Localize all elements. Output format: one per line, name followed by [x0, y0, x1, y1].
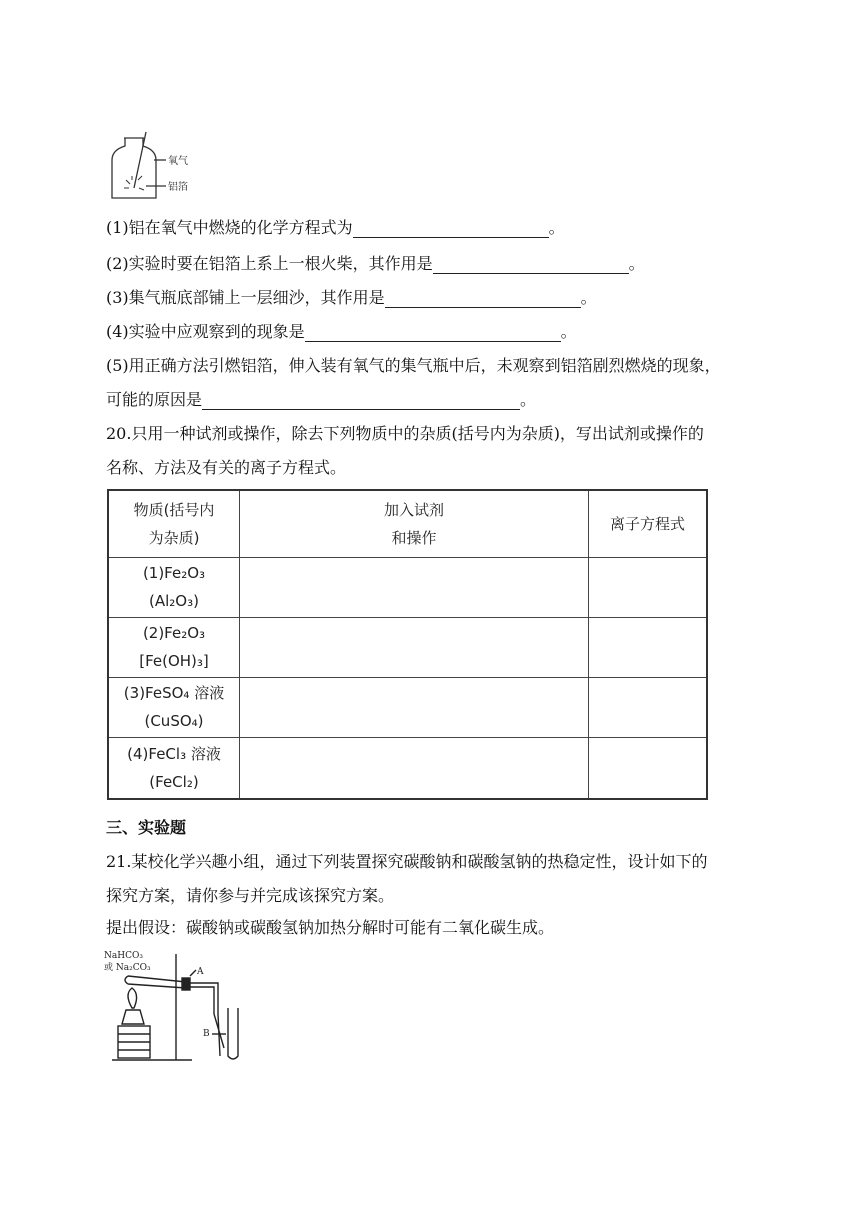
q19-item-2: (2)实验时要在铝箔上系上一根火柴，其作用是 。 [106, 254, 645, 273]
oxygen-bottle-figure [104, 130, 196, 202]
header-substance: 物质(括号内 为杂质) [108, 490, 240, 557]
table-header-row [108, 490, 707, 557]
equation-cell[interactable] [589, 737, 708, 799]
q19-item-4: (4)实验中应观察到的现象是 。 [106, 322, 577, 341]
substance-cell: (4)FeCl₃ 溶液 (FeCl₂) [108, 737, 240, 799]
reagent-cell[interactable] [240, 737, 589, 799]
q20-text-line1: 20.只用一种试剂或操作，除去下列物质中的杂质(括号内为杂质)，写出试剂或操作的 [106, 424, 704, 443]
q19-item-1: (1)铝在氧气中燃烧的化学方程式为 。 [106, 218, 565, 237]
equation-cell[interactable] [589, 677, 708, 737]
section-title: 三、实验题 [106, 818, 187, 837]
q19-item-5-cont: 可能的原因是 。 [106, 390, 537, 409]
answer-blank[interactable] [305, 325, 561, 342]
q21-text-line1: 21.某校化学兴趣小组，通过下列装置探究碳酸钠和碳酸氢钠的热稳定性，设计如下的 [106, 852, 708, 871]
header-ionic-equation: 离子方程式 [589, 490, 708, 557]
oxygen-label: 氧气 [168, 156, 188, 167]
purification-table [107, 489, 708, 800]
header-reagent: 加入试剂 和操作 [240, 490, 589, 557]
reagent-cell[interactable] [240, 617, 589, 677]
equation-cell[interactable] [589, 617, 708, 677]
reagent-cell[interactable] [240, 677, 589, 737]
label-b: B [203, 1029, 210, 1039]
substance-cell: (2)Fe₂O₃ [Fe(OH)₃] [108, 617, 240, 677]
q19-item-3: (3)集气瓶底部铺上一层细沙，其作用是 。 [106, 288, 597, 307]
answer-blank[interactable] [433, 257, 629, 274]
table-row [108, 737, 707, 799]
reagent-cell[interactable] [240, 557, 589, 617]
answer-blank[interactable] [385, 291, 581, 308]
foil-label: 铝箔 [168, 182, 188, 193]
q21-hypothesis: 提出假设：碳酸钠或碳酸氢钠加热分解时可能有二氧化碳生成。 [106, 918, 555, 937]
label-a: A [197, 967, 204, 977]
reagent-label-alt: 或 Na₂CO₃ [104, 963, 151, 973]
answer-blank[interactable] [353, 221, 549, 238]
substance-cell: (3)FeSO₄ 溶液 (CuSO₄) [108, 677, 240, 737]
q19-item-5: (5)用正确方法引燃铝箔，伸入装有氧气的集气瓶中后，未观察到铝箔剧烈燃烧的现象， [106, 356, 721, 375]
reagent-label: NaHCO₃ [104, 951, 143, 961]
table-row [108, 617, 707, 677]
heating-apparatus-figure [100, 948, 246, 1070]
q20-text-line2: 名称、方法及有关的离子方程式。 [106, 458, 347, 477]
substance-cell: (1)Fe₂O₃ (Al₂O₃) [108, 557, 240, 617]
q21-text-line2: 探究方案，请你参与并完成该探究方案。 [106, 886, 395, 905]
answer-blank[interactable] [202, 393, 520, 410]
table-row [108, 677, 707, 737]
table-row [108, 557, 707, 617]
equation-cell[interactable] [589, 557, 708, 617]
